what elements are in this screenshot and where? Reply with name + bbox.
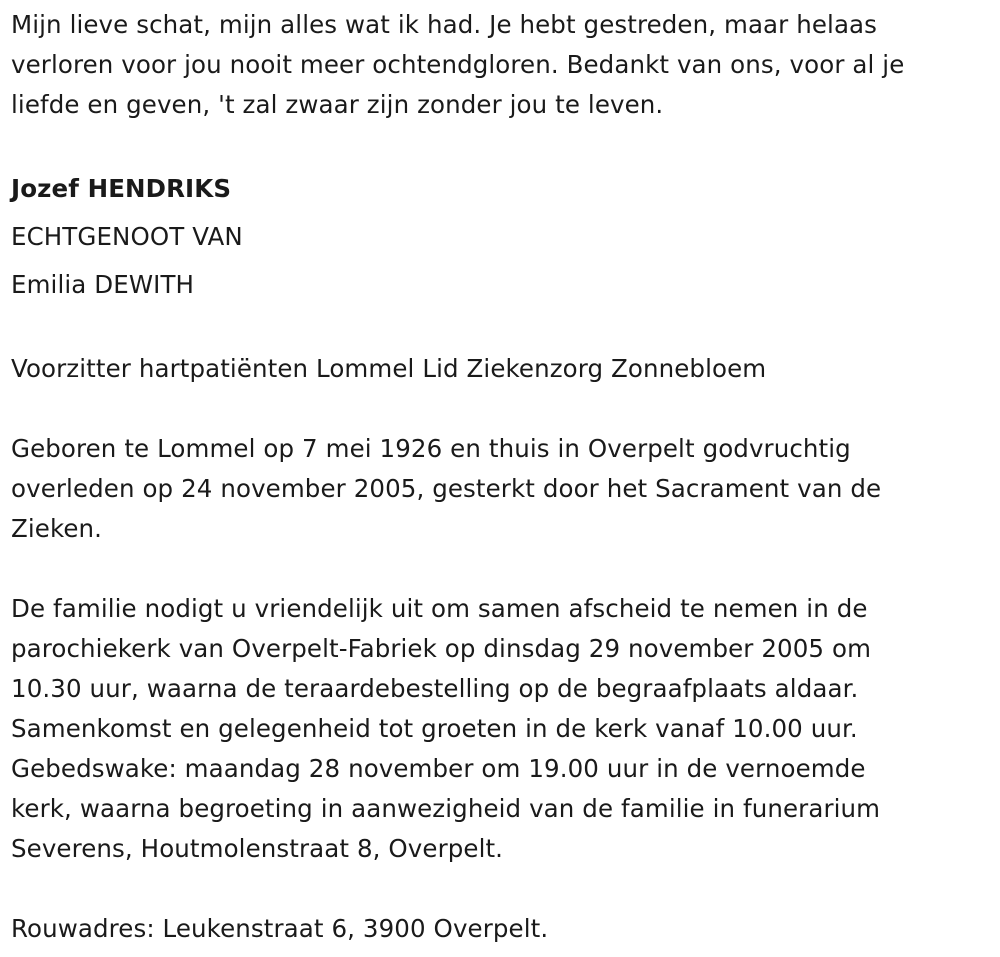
funeral-line: parochiekerk van Overpelt-Fabriek op dinsdag 29 november 2005 om (11, 634, 872, 663)
birth-death-line: Zieken. (11, 514, 103, 543)
funeral-line: Samenkomst en gelegenheid tot groeten in de kerk vanaf 10.00 uur. (11, 714, 858, 743)
spacer (11, 549, 996, 589)
mourning-address: Rouwadres: Leukenstraat 6, 3900 Overpelt. (11, 914, 549, 943)
birth-death-line: Geboren te Lommel op 7 mei 1926 en thuis in Overpelt godvruchtig (11, 434, 851, 463)
poem-line: Mijn lieve schat, mijn alles wat ik had. Je hebt gestreden, maar helaas (11, 10, 878, 39)
spacer (11, 389, 996, 429)
obituary-document (11, 5, 996, 949)
birth-death-paragraph (11, 429, 996, 549)
spouse-name: Emilia DEWITH (11, 270, 195, 299)
funeral-line: Gebedswake: maandag 28 november om 19.00 uur in de vernoemde (11, 754, 866, 783)
birth-death-line: overleden op 24 november 2005, gesterkt door het Sacrament van de (11, 474, 882, 503)
funeral-line: De familie nodigt u vriendelijk uit om samen afscheid te nemen in de (11, 594, 868, 623)
poem-paragraph (11, 5, 996, 125)
poem-line: liefde en geven, 't zal zwaar zijn zonder jou te leven. (11, 90, 664, 119)
deceased-name: Jozef HENDRIKS (11, 174, 232, 203)
funeral-line: kerk, waarna begroeting in aanwezigheid van de familie in funerarium (11, 794, 881, 823)
relation-label: ECHTGENOOT VAN (11, 222, 243, 251)
roles-line: Voorzitter hartpatiënten Lommel Lid Ziekenzorg Zonnebloem (11, 354, 767, 383)
poem-line: verloren voor jou nooit meer ochtendgloren. Bedankt van ons, voor al je (11, 50, 905, 79)
funeral-line: Severens, Houtmolenstraat 8, Overpelt. (11, 834, 504, 863)
spacer (11, 125, 996, 165)
deceased-block (11, 165, 996, 309)
funeral-line: 10.30 uur, waarna de teraardebestelling op de begraafplaats aldaar. (11, 674, 859, 703)
spacer (11, 869, 996, 909)
funeral-paragraph (11, 589, 996, 869)
spacer (11, 309, 996, 349)
